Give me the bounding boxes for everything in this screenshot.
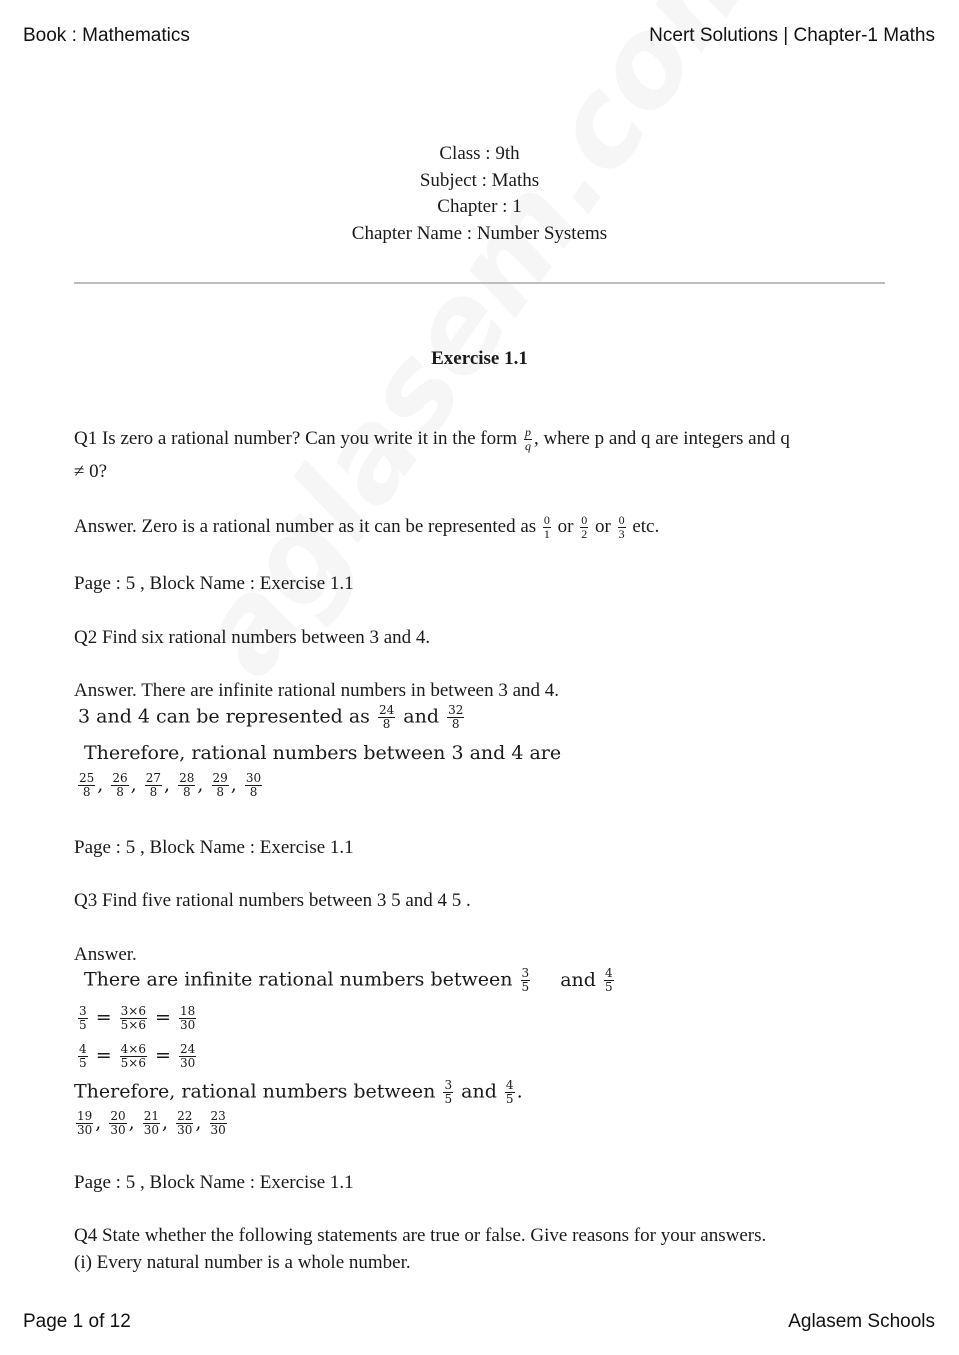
fraction: $\frac{32}{8}$ bbox=[448, 703, 464, 731]
exercise-title: Exercise 1.1 bbox=[431, 348, 528, 369]
section-divider bbox=[74, 282, 885, 284]
fraction: $\frac{24}{30}$ bbox=[180, 1042, 196, 1070]
q1-question: Q1 Is zero a rational number? Can you write it in the form $\frac{p}{q}$ , where p and q are integers and q bbox=[74, 425, 790, 453]
q4-part-i: (i) Every natural number is a whole number. bbox=[74, 1252, 411, 1273]
q3-therefore-line: Therefore, rational numbers between $\frac{3}{5}$ and $\frac{4}{5}$ . bbox=[74, 1078, 523, 1106]
fraction: $\frac{23}{30}$ bbox=[210, 1109, 226, 1137]
footer-page-number: Page 1 of 12 bbox=[23, 1311, 131, 1332]
fraction: $\frac{3}{5}$ bbox=[521, 966, 530, 994]
fraction: $\frac{27}{8}$ bbox=[145, 771, 162, 799]
q2-result-fractions: $\frac{25}{8}$ , $\frac{26}{8}$ , $\frac{27}{8}$ , $\frac{28}{8}$ , $\frac{29}{8}$ , $\frac{30}{8}$ bbox=[79, 771, 262, 799]
fraction: $\frac{4}{5}$ bbox=[79, 1042, 87, 1070]
fraction: $\frac{0}{2}$ bbox=[581, 513, 588, 541]
fraction: $\frac{30}{8}$ bbox=[245, 771, 262, 799]
fraction: $\frac{25}{8}$ bbox=[79, 771, 95, 799]
q1-answer: Answer. Zero is a rational number as it can be represented as $\frac{0}{1}$ or $\frac{0}{2}$ or $\frac{0}{3}$ etc. bbox=[74, 513, 660, 541]
fraction: $\frac{0}{3}$ bbox=[618, 513, 625, 541]
fraction: $\frac{19}{30}$ bbox=[77, 1109, 93, 1137]
fraction: $\frac{4\times 6}{5\times 6}$ bbox=[120, 1042, 146, 1070]
header-book-label: Book : Mathematics bbox=[23, 25, 190, 46]
q1-question-line2: ≠ 0? bbox=[74, 461, 108, 482]
fraction: $\frac{3}{5}$ bbox=[444, 1078, 453, 1106]
fraction: $\frac{20}{30}$ bbox=[110, 1109, 126, 1137]
q3-question: Q3 Find five rational numbers between 3 5 and 4 5 . bbox=[74, 890, 471, 911]
q3-equation-1: $\frac{3}{5}$ = $\frac{3\times 6}{5\times 6}$ = $\frac{18}{30}$ bbox=[79, 1004, 196, 1032]
fraction: $\frac{24}{8}$ bbox=[378, 703, 395, 731]
q2-question: Q2 Find six rational numbers between 3 and 4. bbox=[74, 627, 431, 648]
fraction: $\frac{3\times 6}{5\times 6}$ bbox=[120, 1004, 146, 1032]
q2-page-ref: Page : 5 , Block Name : Exercise 1.1 bbox=[74, 837, 354, 858]
fraction: $\frac{22}{30}$ bbox=[177, 1109, 193, 1137]
q2-answer-line3: Therefore, rational numbers between 3 and 4 are bbox=[84, 742, 562, 764]
q3-page-ref: Page : 5 , Block Name : Exercise 1.1 bbox=[74, 1172, 354, 1193]
q3-result-fractions: $\frac{19}{30}$ , $\frac{20}{30}$ , $\frac{21}{30}$ , $\frac{22}{30}$ , $\frac{23}{30}$ bbox=[77, 1109, 226, 1137]
q3-answer-line1: There are infinite rational numbers between $\frac{3}{5}$ and $\frac{4}{5}$ bbox=[84, 966, 613, 994]
fraction: $\frac{3}{5}$ bbox=[79, 1004, 87, 1032]
fraction: $\frac{29}{8}$ bbox=[212, 771, 228, 799]
fraction: $\frac{4}{5}$ bbox=[505, 1078, 514, 1106]
fraction: $\frac{26}{8}$ bbox=[112, 771, 128, 799]
subject-line: Subject : Maths bbox=[419, 169, 540, 191]
class-line: Class : 9th bbox=[439, 143, 520, 164]
q3-equation-2: $\frac{4}{5}$ = $\frac{4\times 6}{5\times 6}$ = $\frac{24}{30}$ bbox=[79, 1042, 196, 1070]
q4-question: Q4 State whether the following statements are true or false. Give reasons for your answers. bbox=[74, 1225, 767, 1246]
fraction-p-over-q: $\frac{p}{q}$ bbox=[524, 425, 531, 453]
header-chapter-label: Ncert Solutions | Chapter-1 Maths bbox=[649, 25, 935, 46]
q3-answer-label: Answer. bbox=[74, 944, 137, 965]
fraction: $\frac{21}{30}$ bbox=[143, 1109, 160, 1137]
q2-answer-line1: Answer. There are infinite rational numbers in between 3 and 4. bbox=[74, 680, 560, 701]
fraction: $\frac{0}{1}$ bbox=[543, 513, 550, 541]
footer-brand: Aglasem Schools bbox=[788, 1311, 935, 1332]
document-meta bbox=[0, 141, 959, 247]
q1-page-ref: Page : 5 , Block Name : Exercise 1.1 bbox=[74, 573, 354, 594]
fraction: $\frac{18}{30}$ bbox=[180, 1004, 196, 1032]
chapter-line: Chapter : 1 bbox=[437, 196, 522, 217]
fraction: $\frac{28}{8}$ bbox=[179, 771, 195, 799]
q2-answer-line2: 3 and 4 can be represented as $\frac{24}{8}$ and $\frac{32}{8}$ bbox=[78, 703, 464, 731]
chapter-name-line: Chapter Name : Number Systems bbox=[351, 222, 608, 244]
fraction: $\frac{4}{5}$ bbox=[605, 966, 613, 994]
